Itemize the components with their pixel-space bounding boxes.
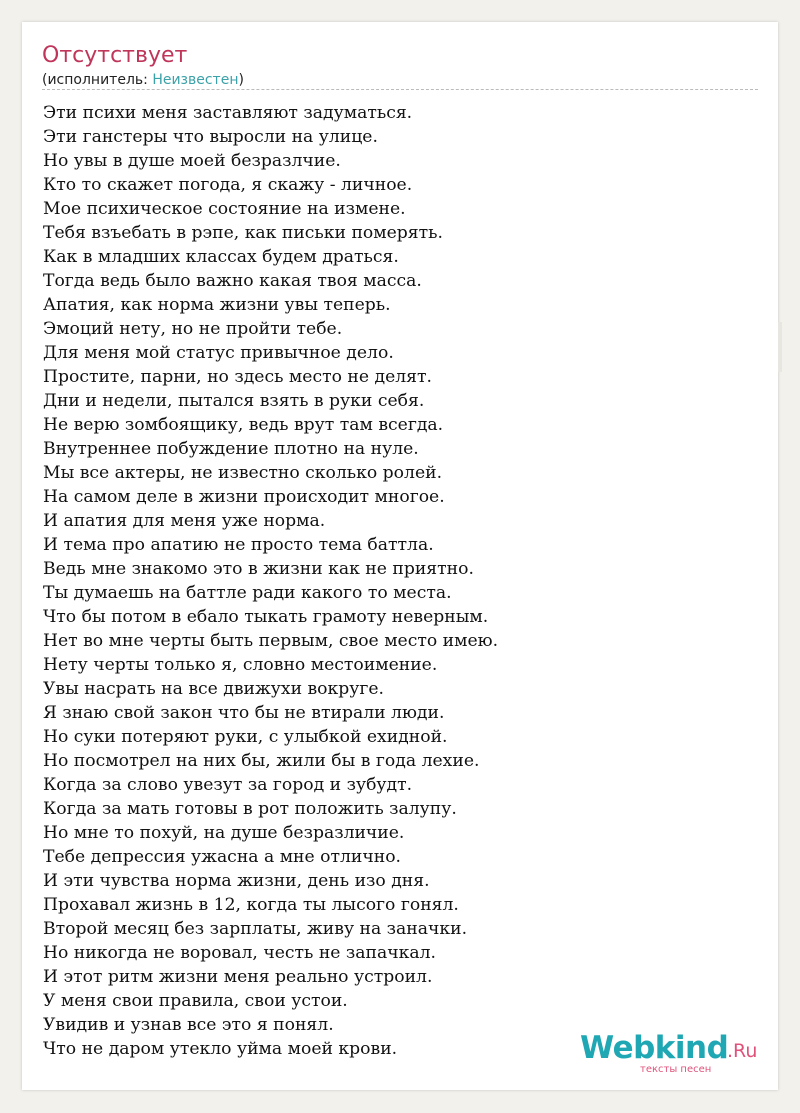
logo-brand: Webkind <box>580 1030 729 1066</box>
lyrics-card <box>22 22 778 1090</box>
lyric-line: Тебе депрессия ужасна а мне отлично. <box>43 847 402 867</box>
lyric-line: У меня свои правила, свои устои. <box>43 991 348 1011</box>
lyric-line: Но суки потеряют руки, с улыбкой ехидной. <box>43 727 448 747</box>
logo-tagline: тексты песен <box>640 1064 712 1075</box>
header-divider <box>42 89 758 90</box>
lyric-line: И этот ритм жизни меня реально устроил. <box>43 967 433 987</box>
artist-line <box>42 71 244 89</box>
lyric-line: Увидив и узнав все это я понял. <box>43 1015 334 1035</box>
lyric-line: Увы насрать на все движухи вокруге. <box>43 679 385 699</box>
lyric-line: Что бы потом в ебало тыкать грамоту неверным. <box>43 607 489 627</box>
lyric-line: И эти чувства норма жизни, день изо дня. <box>43 871 430 891</box>
lyric-line: Прохавал жизнь в 12, когда ты лысого гонял. <box>43 895 459 915</box>
song-title: Отсутствует <box>42 43 188 68</box>
lyric-line: Не верю зомбоящику, ведь врут там всегда. <box>43 415 444 435</box>
lyric-line: Как в младших классах будем драться. <box>43 247 399 267</box>
lyric-line: Мое психическое состояние на измене. <box>43 199 406 219</box>
lyric-line: Дни и недели, пытался взять в руки себя. <box>43 391 425 411</box>
lyric-line: И апатия для меня уже норма. <box>43 511 326 531</box>
lyric-line: Но мне то похуй, на душе безразличие. <box>43 823 405 843</box>
lyric-line: Апатия, как норма жизни увы теперь. <box>43 295 391 315</box>
lyric-line: Простите, парни, но здесь место не делят. <box>43 367 432 387</box>
lyric-line: Но увы в душе моей безразлчие. <box>43 151 341 171</box>
lyric-line: Ведь мне знакомо это в жизни как не приятно. <box>43 559 474 579</box>
lyric-line: Эти ганстеры что выросли на улице. <box>43 127 378 147</box>
lyric-line: Ты думаешь на баттле ради какого то места. <box>43 583 452 603</box>
lyric-line: Кто то скажет погода, я скажу - личное. <box>43 175 413 195</box>
lyric-line: Внутреннее побуждение плотно на нуле. <box>43 439 419 459</box>
lyric-line: Эти психи меня заставляют задуматься. <box>43 103 413 123</box>
logo-tld: .Ru <box>727 1040 758 1062</box>
lyrics-text <box>43 101 498 1061</box>
lyric-line: Когда за мать готовы в рот положить залупу. <box>43 799 457 819</box>
lyric-line: На самом деле в жизни происходит многое. <box>43 487 445 507</box>
artist-prefix: (исполнитель: <box>42 72 153 88</box>
lyric-line: Эмоций нету, но не пройти тебе. <box>43 319 343 339</box>
lyric-line: Нету черты только я, словно местоимение. <box>43 655 438 675</box>
lyric-line: Но посмотрел на них бы, жили бы в года лехие. <box>43 751 480 771</box>
lyric-line: Но никогда не воровал, честь не запачкал. <box>43 943 436 963</box>
lyric-line: Мы все актеры, не известно сколько ролей. <box>43 463 443 483</box>
artist-suffix: ) <box>238 72 244 88</box>
lyric-line: И тема про апатию не просто тема баттла. <box>43 535 434 555</box>
lyric-line: Когда за слово увезут за город и зубудт. <box>43 775 413 795</box>
artist-link[interactable]: Неизвестен <box>152 72 239 88</box>
lyric-line: Нет во мне черты быть первым, свое место имею. <box>43 631 499 651</box>
lyric-line: Тогда ведь было важно какая твоя масса. <box>43 271 422 291</box>
webkind-logo[interactable] <box>580 1030 770 1080</box>
lyric-line: Для меня мой статус привычное дело. <box>43 343 394 363</box>
lyric-line: Тебя взъебать в рэпе, как письки померять. <box>43 223 443 243</box>
lyric-line: Что не даром утекло уйма моей крови. <box>43 1039 398 1059</box>
lyric-line: Второй месяц без зарплаты, живу на заначки. <box>43 919 468 939</box>
lyric-line: Я знаю свой закон что бы не втирали люди. <box>43 703 445 723</box>
